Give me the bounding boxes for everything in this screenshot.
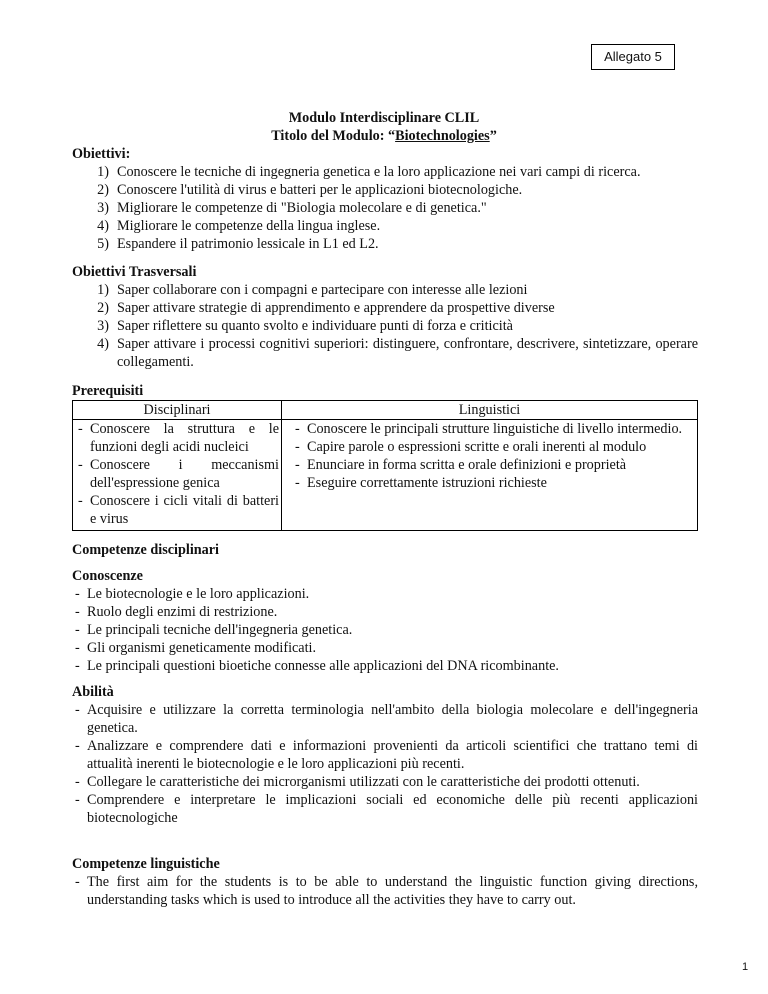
obiettivi-list xyxy=(72,163,698,253)
list-item: - Conoscere la struttura e le funzioni degli acidi nucleici xyxy=(75,420,279,456)
competenze-linguistiche-section xyxy=(72,855,698,909)
list-item: - The first aim for the students is to be able to understand the linguistic function giving directions, understanding tasks which is used to introduce all the activities they have to carry out. xyxy=(72,873,698,909)
list-item: 2) Conoscere l'utilità di virus e batteri per le applicazioni biotecnologiche. xyxy=(97,182,523,198)
list-item: 4) Saper attivare i processi cognitivi superiori: distinguere, confrontare, descrivere, sintetizzare, operare collegamenti. xyxy=(97,336,698,370)
list-item: 4) Migliorare le competenze della lingua inglese. xyxy=(97,218,381,234)
list-item: 5) Espandere il patrimonio lessicale in L1 ed L2. xyxy=(97,236,379,252)
linguistici-cell xyxy=(282,420,698,531)
list-item: - Comprendere e interpretare le implicazioni sociali ed economiche delle più recenti applicazioni biotecnologiche xyxy=(72,791,698,827)
list-item: - Eseguire correttamente istruzioni richieste xyxy=(292,474,695,492)
prerequisiti-table xyxy=(72,400,698,531)
list-item: - Conoscere i meccanismi dell'espressione genica xyxy=(75,456,279,492)
list-item: 1) Conoscere le tecniche di ingegneria genetica e la loro applicazione nei vari campi di ricerca. xyxy=(97,164,641,180)
col-linguistici-header: Linguistici xyxy=(282,401,698,420)
module-subtitle: Titolo del Modulo: “Biotechnologies” xyxy=(271,128,497,144)
module-title: Modulo Interdisciplinare CLIL xyxy=(288,110,480,126)
list-item: - Acquisire e utilizzare la corretta terminologia nell'ambito della biologia molecolare e dell'ingegneria genetica. xyxy=(72,701,698,737)
disciplinari-cell xyxy=(73,420,282,531)
page-number: 1 xyxy=(742,961,749,973)
trasversali-list xyxy=(72,281,698,371)
list-item: 2) Saper attivare strategie di apprendimento e apprendere da prospettive diverse xyxy=(97,300,555,316)
list-item: - Capire parole o espressioni scritte e orali inerenti al modulo xyxy=(292,438,695,456)
list-item: - Gli organismi geneticamente modificati. xyxy=(72,639,698,657)
obiettivi-section xyxy=(72,145,698,253)
list-item: - Enunciare in forma scritta e orale definizioni e proprietà xyxy=(292,456,695,474)
trasversali-heading: Obiettivi Trasversali xyxy=(72,264,197,280)
module-header xyxy=(0,109,768,145)
list-item: - Le principali tecniche dell'ingegneria genetica. xyxy=(72,621,698,639)
competenze-disciplinari-heading: Competenze disciplinari xyxy=(72,542,219,558)
abilita-heading: Abilità xyxy=(72,684,114,700)
abilita-list xyxy=(72,701,698,827)
list-item: - Le principali questioni bioetiche connesse alle applicazioni del DNA ricombinante. xyxy=(72,657,698,675)
list-item: 3) Saper riflettere su quanto svolto e individuare punti di forza e criticità xyxy=(97,318,513,334)
allegato-box: Allegato 5 xyxy=(591,44,675,70)
abilita-section xyxy=(72,683,698,827)
table-header-row xyxy=(73,401,698,420)
trasversali-section xyxy=(72,263,698,371)
competenze-linguistiche-heading: Competenze linguistiche xyxy=(72,856,220,872)
conoscenze-list xyxy=(72,585,698,675)
conoscenze-section xyxy=(72,567,698,675)
module-name: Biotechnologies xyxy=(395,128,490,144)
list-item: - Collegare le caratteristiche dei microrganismi utilizzati con le caratteristiche dei prodotti ottenuti. xyxy=(72,773,698,791)
list-item: - Analizzare e comprendere dati e informazioni provenienti da articoli scientifici che trattano temi di attualità inerenti le biotecnologie e le loro applicazioni più recenti. xyxy=(72,737,698,773)
competenze-linguistiche-list xyxy=(72,873,698,909)
list-item: - Conoscere i cicli vitali di batteri e virus xyxy=(75,492,279,528)
conoscenze-heading: Conoscenze xyxy=(72,568,143,584)
list-item: - Le biotecnologie e le loro applicazioni. xyxy=(72,585,698,603)
list-item: 3) Migliorare le competenze di "Biologia molecolare e di genetica." xyxy=(97,200,487,216)
prerequisiti-heading: Prerequisiti xyxy=(72,383,144,399)
table-row xyxy=(73,420,698,531)
list-item: 1) Saper collaborare con i compagni e partecipare con interesse alle lezioni xyxy=(97,282,528,298)
list-item: - Conoscere le principali strutture linguistiche di livello intermedio. xyxy=(292,420,695,438)
list-item: - Ruolo degli enzimi di restrizione. xyxy=(72,603,698,621)
col-disciplinari-header: Disciplinari xyxy=(73,401,282,420)
obiettivi-heading: Obiettivi: xyxy=(72,146,131,162)
